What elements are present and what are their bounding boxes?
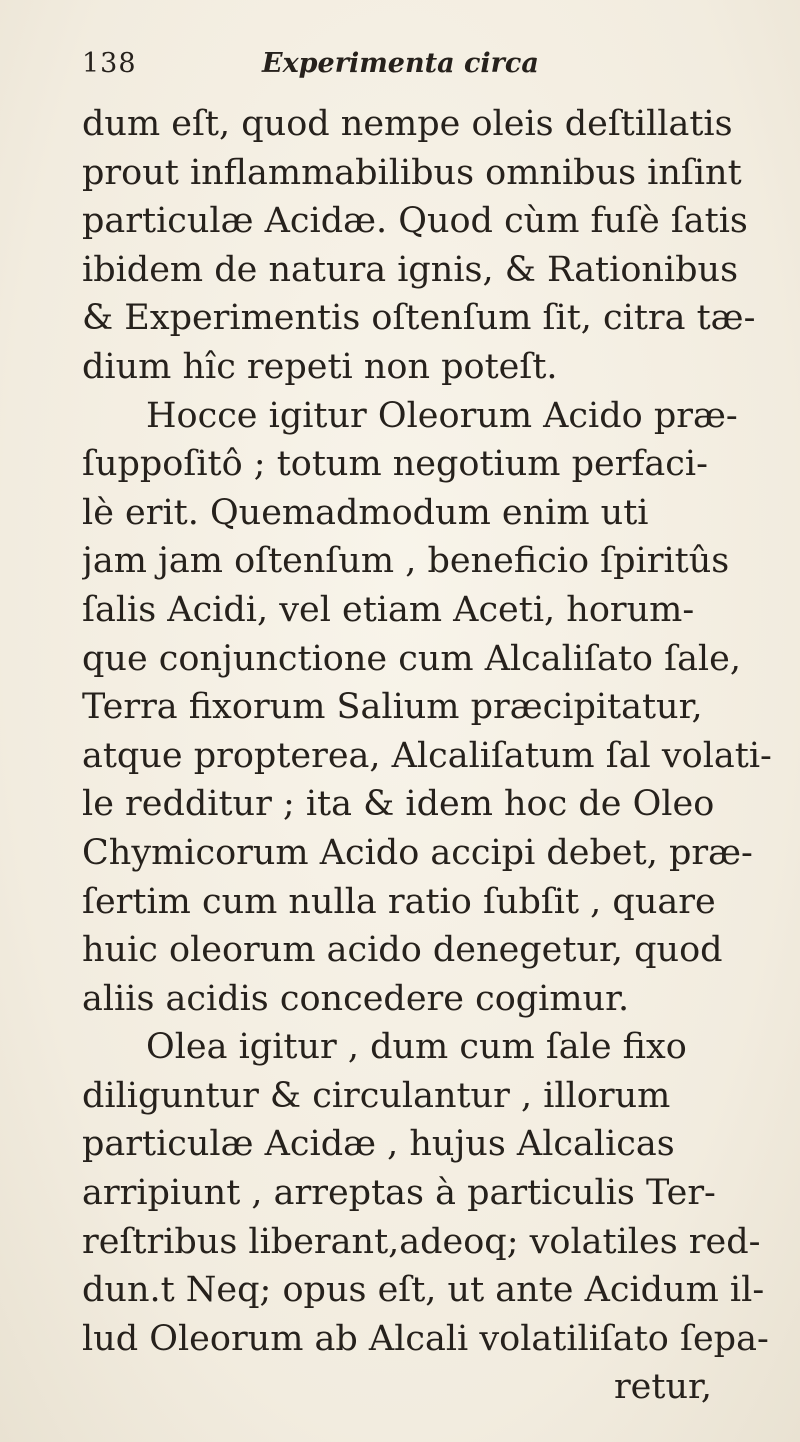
text-line: aliis acidis concedere cogimur. (82, 978, 630, 1019)
running-title: Experimenta circa (262, 48, 539, 79)
text-line: ibidem de natura ignis, & Rationibus (82, 249, 739, 290)
text-line: particulæ Acidæ , hujus Alcalicas (82, 1124, 675, 1165)
text-line: le redditur ; ita & idem hoc de Oleo (82, 784, 715, 825)
text-line: ſuppoſitô ; totum negotium perfaci- (82, 444, 708, 485)
catchword-line: retur, (613, 1367, 712, 1408)
body-text (82, 100, 792, 1412)
text-line: Chymicorum Acido accipi debet, præ- (82, 832, 753, 873)
text-line: ſalis Acidi, vel etiam Aceti, horum- (82, 589, 695, 630)
text-line: Terra fixorum Salium præcipitatur, (82, 687, 703, 728)
text-line: que conjunctione cum Alcaliſato ſale, (82, 638, 741, 679)
text-line: dun.t Neq; opus eſt, ut ante Acidum il- (82, 1270, 765, 1311)
text-line: & Experimentis oſtenſum ſit, citra tæ- (82, 298, 756, 339)
text-line: dium hîc repeti non poteſt. (82, 346, 558, 387)
text-line: jam jam oſtenſum , beneficio ſpiritûs (82, 541, 730, 582)
text-line: reſtribus liberant,adeoq; volatiles red- (82, 1221, 761, 1262)
paragraph-start-line: Olea igitur , dum cum ſale fixo (146, 1027, 687, 1068)
text-line: arripiunt , arreptas à particulis Ter- (82, 1173, 716, 1214)
text-line: atque propterea, Alcaliſatum ſal volati- (82, 735, 772, 776)
text-line: particulæ Acidæ. Quod cùm fuſè ſatis (82, 201, 748, 242)
page-header (82, 48, 722, 88)
paragraph-start-line: Hocce igitur Oleorum Acido præ- (146, 395, 738, 436)
text-line: lè erit. Quemadmodum enim uti (82, 492, 649, 533)
text-line: ſertim cum nulla ratio ſubſit , quare (82, 881, 716, 922)
text-line: dum eſt, quod nempe oleis deſtillatis (82, 104, 733, 144)
text-line: diliguntur & circulantur , illorum (82, 1075, 671, 1116)
text-line: huic oleorum acido denegetur, quod (82, 930, 723, 971)
text-line: prout inflammabilibus omnibus inſint (82, 152, 742, 193)
text-line: lud Oleorum ab Alcali volatiliſato ſepa- (82, 1318, 769, 1359)
page-number: 138 (82, 48, 137, 79)
